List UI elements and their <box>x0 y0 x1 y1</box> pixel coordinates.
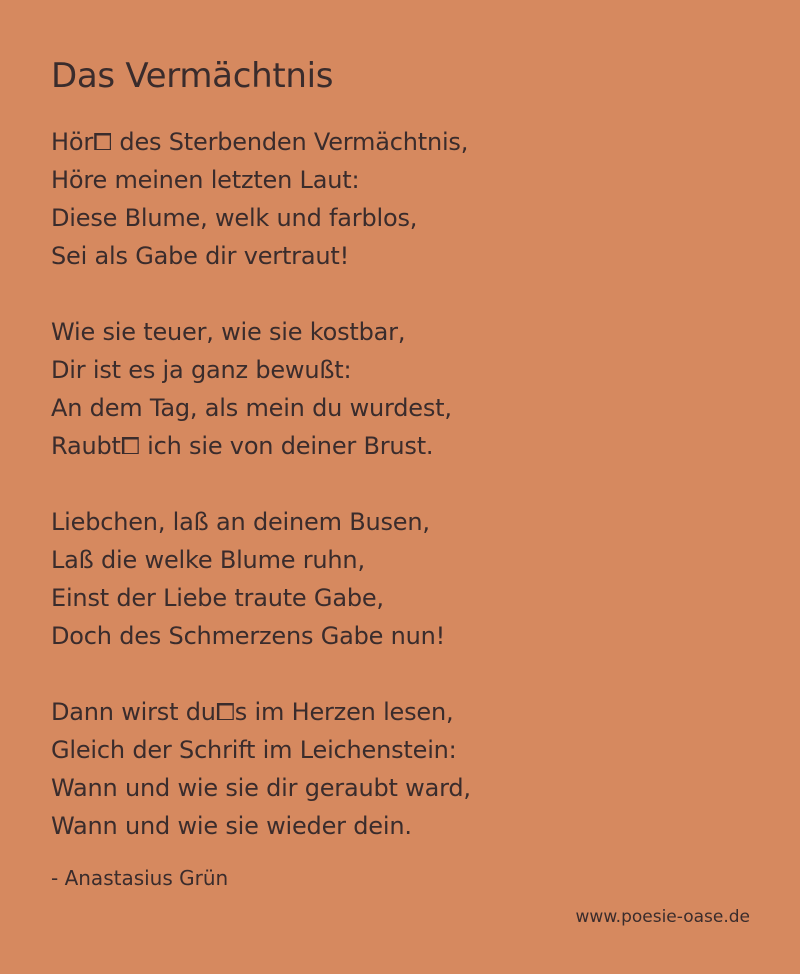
poem-line: Diese Blume, welk und farblos, <box>51 204 418 232</box>
poem-line: An dem Tag, als mein du wurdest, <box>51 394 452 422</box>
poem-line: Doch des Schmerzens Gabe nun! <box>51 622 446 650</box>
stanza-2 <box>51 313 751 465</box>
poem-line: Raubt⧠ ich sie von deiner Brust. <box>51 432 434 460</box>
poem-line: Wann und wie sie dir geraubt ward, <box>51 774 471 802</box>
poem-line: Höre meinen letzten Laut: <box>51 166 360 194</box>
stanza-3 <box>51 503 751 655</box>
poem-line: Liebchen, laß an deinem Busen, <box>51 508 430 536</box>
poem-line: Sei als Gabe dir vertraut! <box>51 242 349 270</box>
poem-line: Dir ist es ja ganz bewußt: <box>51 356 352 384</box>
poem-line: Wann und wie sie wieder dein. <box>51 812 412 840</box>
poem-card <box>51 54 751 891</box>
poem-line: Gleich der Schrift im Leichenstein: <box>51 736 457 764</box>
poem-line: Hör⧠ des Sterbenden Vermächtnis, <box>51 128 469 156</box>
poem-title: Das Vermächtnis <box>51 56 334 96</box>
stanza-1 <box>51 123 751 275</box>
poem-body <box>51 123 751 845</box>
poem-line: Einst der Liebe traute Gabe, <box>51 584 384 612</box>
poem-line: Dann wirst du⧠s im Herzen lesen, <box>51 698 454 726</box>
website-url: www.poesie-oase.de <box>575 907 750 927</box>
poem-author: - Anastasius Grün <box>51 866 229 890</box>
poem-line: Wie sie teuer, wie sie kostbar, <box>51 318 406 346</box>
poem-line: Laß die welke Blume ruhn, <box>51 546 365 574</box>
stanza-4 <box>51 693 751 845</box>
